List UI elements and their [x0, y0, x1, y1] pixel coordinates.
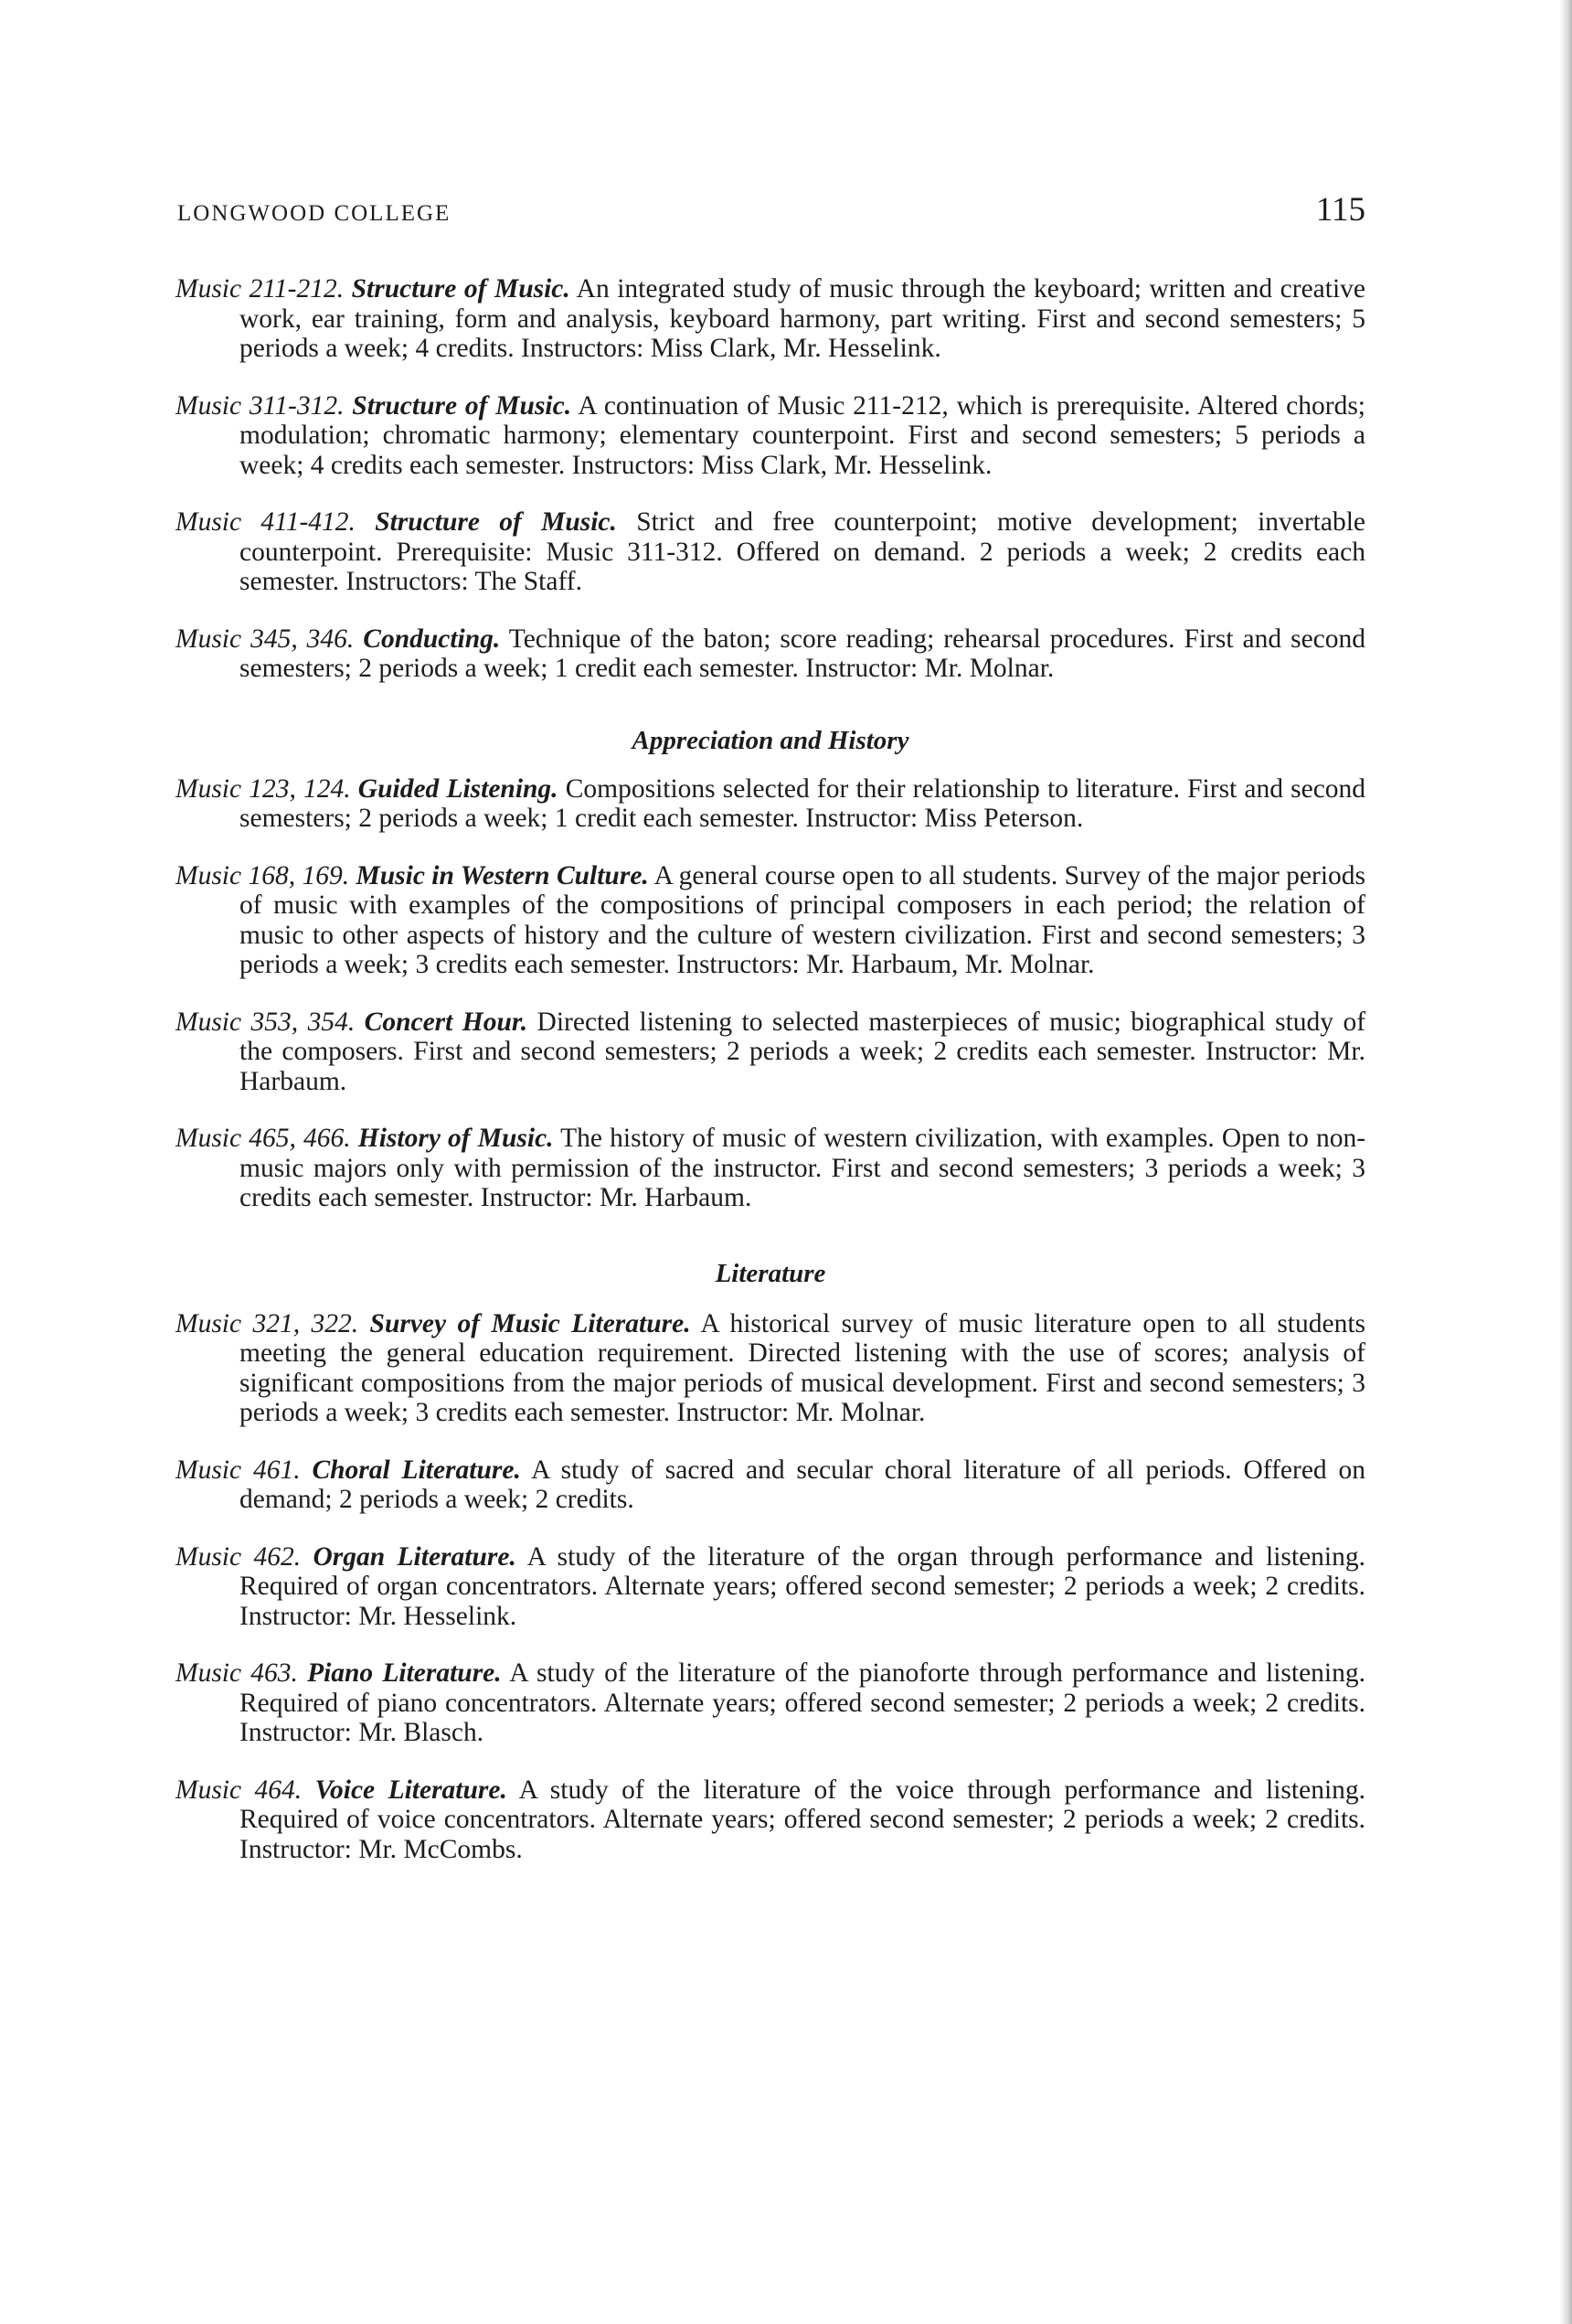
- course-entry: [175, 1007, 1365, 1097]
- course-title: Structure of Music.: [352, 390, 572, 421]
- course-number: Music 465, 466.: [175, 1124, 351, 1153]
- course-number: Music 345, 346.: [175, 624, 355, 654]
- course-title: Survey of Music Literature.: [369, 1308, 691, 1338]
- course-entry: [175, 1455, 1365, 1515]
- course-entry: [175, 1124, 1365, 1213]
- course-title: Piano Literature.: [307, 1658, 502, 1688]
- course-description: Compositions selected for their relationship to literature. First and second semesters; 2 periods a week; 1 credit each semester. Instructor: Miss Peterson.: [239, 773, 1366, 833]
- page-header: [177, 190, 1365, 229]
- course-title: Music in Western Culture.: [356, 860, 649, 890]
- course-title: Organ Literature.: [313, 1541, 516, 1572]
- course-description: Directed listening to selected masterpieces of music; biographical study of the composers. First and second semesters; 2 periods a week; 2 credits each semester. Instructor: Mr. Harbaum.: [239, 1007, 1366, 1096]
- course-entry: [175, 274, 1365, 364]
- course-title: History of Music.: [357, 1124, 554, 1153]
- course-number: Music 353, 354.: [175, 1007, 356, 1037]
- course-title: Conducting.: [363, 624, 501, 654]
- literature-entries: [175, 1309, 1365, 1865]
- page-number: 115: [1315, 191, 1365, 229]
- course-description: A historical survey of music literature open to all students meeting the general education requirement. Directed listening with the use of scores; analysis of significant compositions from the major periods of musical development. First and second semesters; 3 periods a week; 3 credits each semester. Instructor: Mr. Molnar.: [239, 1308, 1366, 1427]
- course-entry: [175, 861, 1365, 980]
- course-title: Guided Listening.: [357, 773, 558, 804]
- course-number: Music 463.: [175, 1658, 298, 1688]
- section-heading-appreciation: Appreciation and History: [632, 725, 909, 755]
- course-description: A study of the literature of the voice through performance and listening. Required of voice concentrators. Alternate years; offered second semester; 2 periods a week; 2 credits. Instructor: Mr. McCombs.: [239, 1775, 1366, 1864]
- course-entry: [175, 774, 1365, 834]
- course-number: Music 123, 124.: [175, 773, 351, 804]
- course-number: Music 462.: [175, 1541, 302, 1572]
- course-description: Strict and free counterpoint; motive development; invertable counterpoint. Prerequisite: Music 311-312. Offered on demand. 2 periods a week; 2 credits each semester. Instructors: The Staff.: [239, 507, 1366, 596]
- scan-edge-shadow: [1559, 0, 1572, 2324]
- course-description: A study of sacred and secular choral literature of all periods. Offered on demand; 2 periods a week; 2 credits.: [239, 1455, 1366, 1514]
- course-entry: [175, 1658, 1365, 1748]
- course-description: A study of the literature of the organ through performance and listening. Required of organ concentrators. Alternate years; offered second semester; 2 periods a week; 2 credits. Instructor: Mr. Hesselink.: [239, 1541, 1365, 1631]
- course-description: A general course open to all students. Survey of the major periods of music with examples of the compositions of principal composers in each period; the relation of music to other aspects of history and the culture of western civilization. First and second semesters; 3 periods a week; 3 credits each semester. Instructors: Mr. Harbaum, Mr. Molnar.: [239, 860, 1366, 979]
- appreciation-entries: [175, 774, 1365, 1213]
- course-number: Music 464.: [175, 1775, 303, 1805]
- course-entry: [175, 1309, 1365, 1428]
- course-description: Technique of the baton; score reading; rehearsal procedures. First and second semesters; 2 periods a week; 1 credit each semester. Instructor: Mr. Molnar.: [239, 624, 1366, 683]
- course-title: Choral Literature.: [312, 1455, 521, 1485]
- course-entry: [175, 507, 1365, 597]
- running-head: LONGWOOD COLLEGE: [177, 201, 451, 226]
- course-description: An integrated study of music through the keyboard; written and creative work, ear training, form and analysis, keyboard harmony, part writing. First and second semesters; 5 periods a week; 4 credits. Instructors: Miss Clark, Mr. Hesselink.: [239, 274, 1365, 363]
- course-number: Music 168, 169.: [175, 860, 350, 890]
- course-title: Voice Literature.: [314, 1775, 507, 1805]
- course-number: Music 311-312.: [175, 390, 345, 421]
- course-entry: [175, 624, 1365, 684]
- course-description: The history of music of western civilization, with examples. Open to non-music majors only with permission of the instructor. First and second semesters; 3 periods a week; 3 credits each semester. Instructor: Mr. Harbaum.: [239, 1124, 1366, 1212]
- course-title: Structure of Music.: [351, 274, 570, 304]
- course-description: A continuation of Music 211-212, which is prerequisite. Altered chords; modulation; chromatic harmony; elementary counterpoint. First and second semesters; 5 periods a week; 4 credits each semester. Instructors: Miss Clark, Mr. Hesselink.: [239, 390, 1366, 480]
- course-description: A study of the literature of the pianoforte through performance and listening. Required of piano concentrators. Alternate years; offered second semester; 2 periods a week; 2 credits. Instructor: Mr. Blasch.: [239, 1658, 1365, 1747]
- course-number: Music 321, 322.: [175, 1308, 359, 1338]
- section-heading-literature: Literature: [715, 1258, 826, 1288]
- course-title: Structure of Music.: [375, 507, 617, 537]
- course-number: Music 411-412.: [175, 507, 356, 537]
- course-number: Music 211-212.: [175, 274, 345, 304]
- structure-entries: [175, 274, 1365, 684]
- course-entry: [175, 1542, 1365, 1632]
- course-number: Music 461.: [175, 1455, 301, 1485]
- course-title: Concert Hour.: [364, 1007, 528, 1037]
- page-body: [175, 274, 1365, 1892]
- course-entry: [175, 1775, 1365, 1865]
- course-entry: [175, 391, 1365, 481]
